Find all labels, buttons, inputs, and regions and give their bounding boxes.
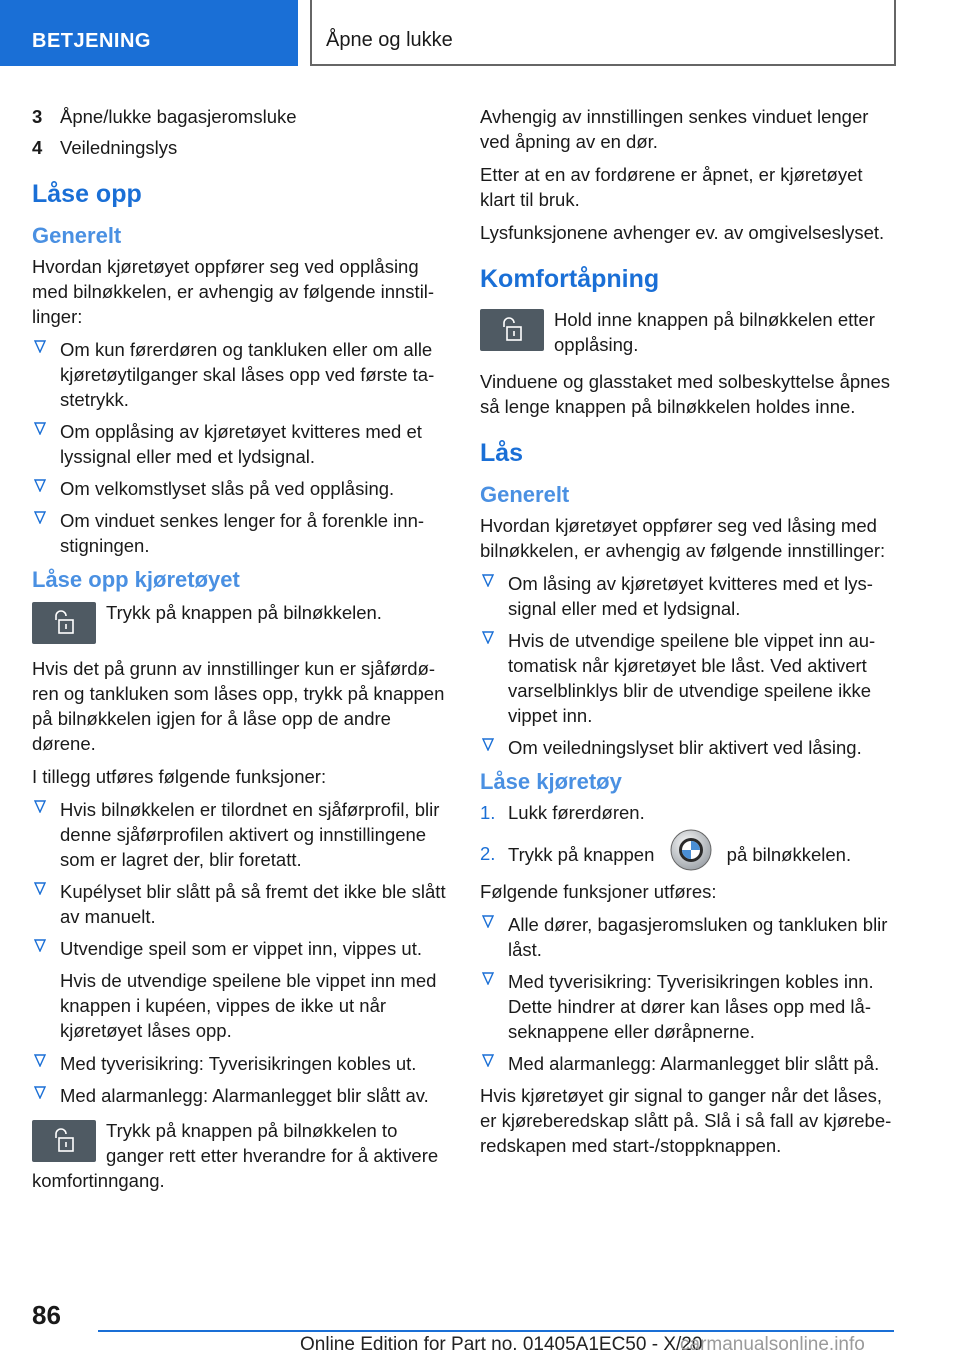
signal-paragraph: Hvis kjøretøyet gir signal to ganger når det låses, er kjøreberedskap slått på. Slå i så fall av kjøreberedskapen med start-/stoppknappen.	[480, 1085, 892, 1156]
legend-item	[32, 104, 452, 129]
general-paragraph: Hvordan kjøretøyet oppfører seg ved opplåsing med bilnøkkelen, er avhengig av følgende innstillinger:	[32, 256, 435, 327]
step-item	[480, 800, 900, 825]
chapter-title: Åpne og lukke	[310, 0, 896, 66]
heading-general: Generelt	[480, 482, 570, 507]
legend-number: 4	[32, 137, 43, 158]
unlock-key-icon	[480, 309, 544, 351]
step-text-pre: Trykk på knappen	[508, 843, 655, 865]
heading-lock: Lås	[480, 439, 524, 467]
list-item: Om velkomstlyset slås på ved opplåsing.	[32, 476, 452, 501]
step-number: 1.	[480, 802, 496, 823]
heading-general: Generelt	[32, 223, 122, 248]
page-number: 86	[32, 1300, 61, 1330]
function-bullet-list	[32, 797, 452, 961]
triangle-bullet-icon	[482, 631, 494, 644]
triangle-bullet-icon	[482, 738, 494, 751]
list-item: Med alarmanlegg: Alarmanlegget blir slått på.	[480, 1051, 900, 1076]
key-instruction	[32, 600, 452, 644]
following-paragraph: Følgende funksjoner utføres:	[480, 881, 717, 902]
list-item: Kupélyset blir slått på så fremt det ikke ble slått av manuelt.	[32, 879, 452, 929]
heading-unlock: Låse opp	[32, 180, 142, 208]
light-paragraph: Lysfunksjonene avhenger ev. av omgivelseslyset.	[480, 222, 885, 243]
heading-unlock-vehicle: Låse opp kjøretøyet	[32, 567, 240, 592]
triangle-bullet-icon	[34, 479, 46, 492]
legend-text: Veiledningslys	[60, 137, 178, 158]
legend-text: Åpne/lukke bagasjeromsluke	[60, 106, 297, 127]
section-title: BETJENING	[0, 0, 298, 66]
triangle-bullet-icon	[34, 800, 46, 813]
triangle-bullet-icon	[34, 340, 46, 353]
list-item: Med tyverisikring: Tyverisikringen kobles inn. Dette hindrer at dører kan låses opp med låseknappene eller døråpnerne.	[480, 969, 900, 1044]
list-item: Om låsing av kjøretøyet kvitteres med et lyssignal eller med et lydsignal.	[480, 571, 900, 621]
page-header	[0, 0, 960, 66]
list-item: Med alarmanlegg: Alarmanlegget blir slått av.	[32, 1083, 452, 1108]
hold-text: Hold inne knappen på bilnøkkelen etter opplåsing.	[554, 309, 875, 355]
step-text: Lukk førerdøren.	[508, 802, 645, 823]
triangle-bullet-icon	[34, 422, 46, 435]
left-column	[32, 104, 452, 1193]
watermark-text: carmanualsonline.info	[680, 1334, 865, 1355]
bmw-lock-key-icon	[670, 829, 712, 871]
heading-comfort-open: Komfortåpning	[480, 265, 660, 293]
unlock-key-icon	[32, 1120, 96, 1162]
step-text-post: på bilnøkkelen.	[726, 843, 852, 865]
additionally-paragraph: I tillegg utføres følgende funksjoner:	[32, 766, 327, 787]
lock-general-paragraph: Hvordan kjøretøyet oppfører seg ved låsing med bilnøkkelen, er avhengig av følgende innstillinger:	[480, 515, 886, 561]
driver-door-paragraph: Hvis det på grunn av innstillinger kun er sjåførdøren og tankluken som låses opp, trykk på knappen på bilnøkkelen igjen for å låse opp de andre dørene.	[32, 658, 445, 754]
mirror-note: Hvis de utvendige speilene ble vippet inn med knappen i kupéen, vippes de ikke ut når kjøretøyet låses opp.	[60, 970, 437, 1041]
edition-text: Online Edition for Part no. 01405A1EC50 - X/20	[300, 1334, 703, 1355]
list-item: Utvendige speil som er vippet inn, vippes ut.	[32, 936, 452, 961]
general-bullet-list	[32, 337, 452, 558]
triangle-bullet-icon	[482, 1054, 494, 1067]
list-item: Om kun førerdøren og tankluken eller om alle kjøretøytilganger skal låses opp ved første tastetrykk.	[32, 337, 452, 412]
triangle-bullet-icon	[34, 1054, 46, 1067]
triangle-bullet-icon	[34, 882, 46, 895]
heading-lock-vehicle: Låse kjøretøy	[480, 769, 622, 794]
list-item: Om vinduet senkes lenger for å forenkle innstigningen.	[32, 508, 452, 558]
triangle-bullet-icon	[34, 511, 46, 524]
window-paragraph: Avhengig av innstillingen senkes vinduet lenger ved åpning av en dør.	[480, 106, 869, 152]
list-item: Hvis de utvendige speilene ble vippet inn automatisk når kjøretøyet ble låst. Ved aktivert varselblinklys blir de utvendige speilene ikke vippet inn.	[480, 628, 900, 728]
list-item: Alle dører, bagasjeromsluken og tankluken blir låst.	[480, 912, 900, 962]
step-number: 2.	[480, 843, 496, 864]
legend-item	[32, 135, 452, 160]
legend-number: 3	[32, 106, 43, 127]
key-press-text: Trykk på knappen på bilnøkkelen.	[106, 602, 382, 623]
triangle-bullet-icon	[34, 939, 46, 952]
lock-bullet-list	[480, 571, 900, 760]
list-item: Om veiledningslyset blir aktivert ved låsing.	[480, 735, 900, 760]
ready-paragraph: Etter at en av fordørene er åpnet, er kjøretøyet klart til bruk.	[480, 164, 863, 210]
triangle-bullet-icon	[482, 574, 494, 587]
lock-function-bullet-list	[480, 912, 900, 1076]
function-bullet-list-2	[32, 1051, 452, 1108]
list-item: Om opplåsing av kjøretøyet kvitteres med et lyssignal eller med et lydsignal.	[32, 419, 452, 469]
comfort-entry-block	[32, 1118, 452, 1193]
list-item: Hvis bilnøkkelen er tilordnet en sjåførprofil, blir denne sjåførprofilen aktivert og innstillingene som er lagret der, blir foretatt.	[32, 797, 452, 872]
key-instruction	[480, 307, 900, 357]
triangle-bullet-icon	[34, 1086, 46, 1099]
triangle-bullet-icon	[482, 915, 494, 928]
list-item: Med tyverisikring: Tyverisikringen kobles ut.	[32, 1051, 452, 1076]
triangle-bullet-icon	[482, 972, 494, 985]
step-item	[480, 841, 900, 871]
footer-divider	[98, 1330, 894, 1332]
right-column	[480, 104, 900, 1166]
unlock-key-icon	[32, 602, 96, 644]
windows-open-paragraph: Vinduene og glasstaket med solbeskyttelse åpnes så lenge knappen på bilnøkkelen holdes inne.	[480, 371, 891, 417]
comfort-entry-text: Trykk på knappen på bilnøkkelen to ganger rett etter hverandre for å aktivere komfortinngang.	[32, 1120, 439, 1191]
